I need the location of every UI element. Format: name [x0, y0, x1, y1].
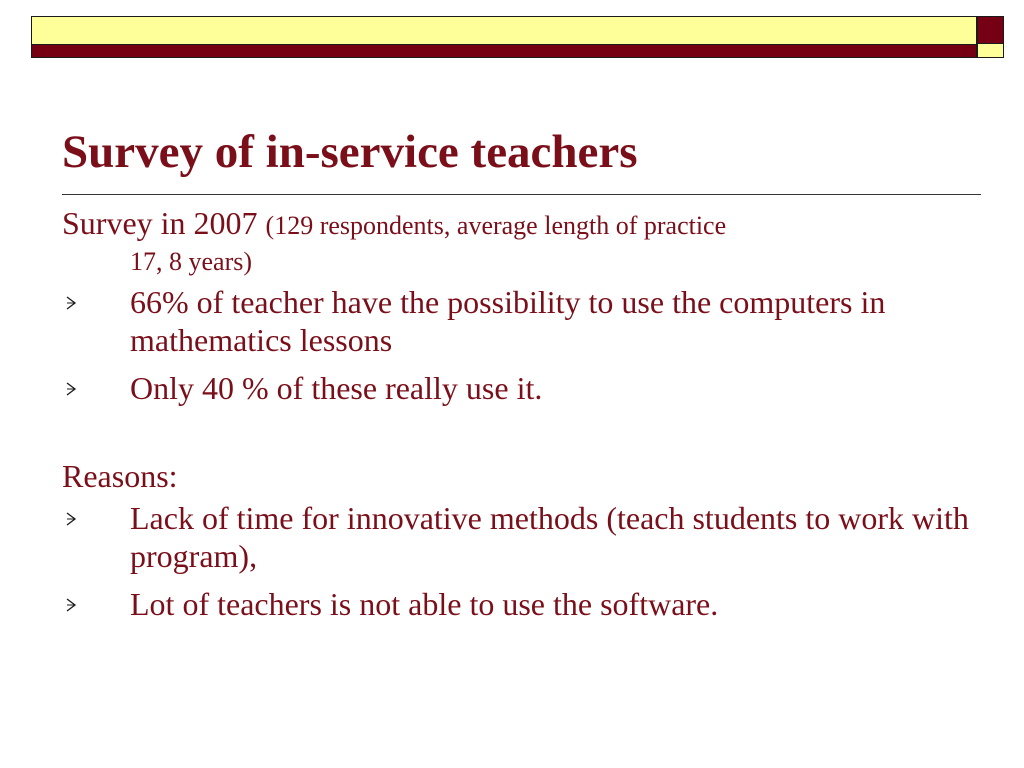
spacer — [62, 417, 982, 457]
header-banner-square-fill — [978, 17, 1003, 44]
findings-list — [62, 283, 982, 407]
slide-content — [62, 204, 982, 633]
survey-intro-detail: (129 respondents, average length of practice — [265, 211, 727, 240]
list-item — [62, 369, 982, 407]
header-banner-bar — [31, 16, 977, 58]
arrow-bullet-icon — [64, 512, 78, 526]
list-item — [62, 585, 982, 623]
arrow-bullet-icon — [64, 598, 78, 612]
reasons-heading: Reasons: — [62, 458, 178, 494]
title-divider — [62, 194, 981, 195]
finding-text: 66% of teacher have the possibility to use the computers in mathematics lessons — [130, 284, 886, 358]
reason-text: Lack of time for innovative methods (teach students to work with program), — [130, 500, 969, 574]
header-banner-band — [32, 17, 976, 45]
reason-text: Lot of teachers is not able to use the software. — [130, 586, 719, 622]
header-banner-square — [977, 16, 1004, 58]
survey-intro-detail-continued: 17, 8 years) — [130, 247, 253, 276]
reasons-list — [62, 499, 982, 623]
slide-title: Survey of in-service teachers — [62, 126, 638, 178]
arrow-bullet-icon — [64, 296, 78, 310]
list-item — [62, 283, 982, 359]
finding-text: Only 40 % of these really use it. — [130, 370, 543, 406]
arrow-bullet-icon — [64, 382, 78, 396]
survey-intro — [62, 204, 982, 279]
survey-intro-main: Survey in 2007 — [62, 205, 258, 241]
list-item — [62, 499, 982, 575]
